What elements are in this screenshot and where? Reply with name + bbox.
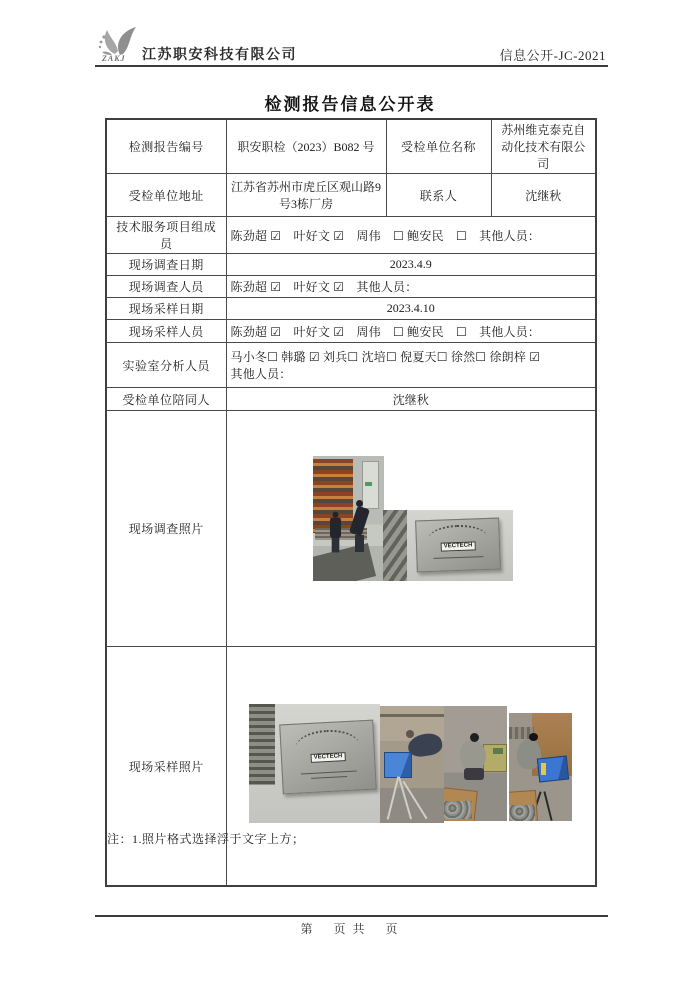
- escort-value: 沈继秋: [226, 388, 596, 411]
- row-survey-staff: [106, 276, 596, 298]
- page-title: 检测报告信息公开表: [264, 95, 436, 114]
- company-logo: [96, 25, 142, 67]
- exit-sign: [365, 482, 372, 486]
- header-divider: [95, 65, 608, 67]
- row-lab-staff: [106, 343, 596, 388]
- survey-photo-plaque: [383, 510, 513, 581]
- blue-sampler-device: [384, 752, 412, 778]
- escort-label: 受检单位陪同人: [106, 388, 226, 411]
- page-number: 第 页 共 页: [300, 922, 400, 936]
- plaque-subtext-line: [433, 556, 482, 559]
- info-table: [105, 118, 597, 887]
- worker-legs: [464, 768, 484, 780]
- stairs-shadow: [383, 510, 407, 581]
- survey-photo-factory: [313, 456, 384, 581]
- worker-figure-left: [329, 512, 340, 553]
- sampling-photo-worker-3: [509, 713, 572, 821]
- team-label: 技术服务项目组成员: [106, 217, 226, 254]
- ceiling-beam: [380, 714, 444, 717]
- row-survey-photos: [106, 411, 596, 647]
- sampling-photos-label: 现场采样照片: [106, 647, 226, 887]
- doc-code: 信息公开-JC-2021: [499, 48, 606, 63]
- row-survey-date: [106, 254, 596, 276]
- row-sampling-photos: [106, 647, 596, 887]
- sampling-date-value: 2023.4.10: [226, 298, 596, 320]
- metal-parts: [444, 801, 472, 819]
- company-plaque: [279, 720, 377, 795]
- survey-staff-label: 现场调查人员: [106, 276, 226, 298]
- worker-head: [406, 730, 414, 738]
- sampling-staff-value: 陈劲超 ☑ 叶好文 ☑ 周伟 ☐ 鲍安民 ☐ 其他人员：: [226, 320, 596, 343]
- plaque-subtext-line2: [310, 776, 347, 779]
- company-name: 江苏职安科技有限公司: [142, 48, 297, 63]
- lab-staff-value: [226, 343, 596, 388]
- survey-staff-value: 陈劲超 ☑ 叶好文 ☑ 其他人员：: [226, 276, 596, 298]
- row-report-no: [106, 119, 596, 174]
- worker-head: [470, 733, 479, 742]
- row-unit-addr: [106, 174, 596, 217]
- footer-divider: [95, 915, 608, 917]
- plaque-brand-label: VECTECH: [310, 752, 345, 763]
- sampling-photo-worker-1: [380, 706, 444, 823]
- survey-date-label: 现场调查日期: [106, 254, 226, 276]
- worker-head: [529, 733, 538, 741]
- plaque-brand-label: VECTECH: [440, 541, 475, 551]
- unit-addr-label: 受检单位地址: [106, 174, 226, 217]
- survey-photos-label: 现场调查照片: [106, 411, 226, 647]
- company-plaque: [415, 518, 501, 573]
- logo-text: ZAKJ: [102, 54, 126, 63]
- crouching-worker-figure: [460, 740, 486, 770]
- row-team: [106, 217, 596, 254]
- bench-machine: [493, 748, 503, 754]
- roller-shutter: [249, 704, 275, 785]
- metal-parts: [509, 805, 535, 821]
- team-value: 陈劲超 ☑ 叶好文 ☑ 周伟 ☐ 鲍安民 ☐ 其他人员：: [226, 217, 596, 254]
- lab-staff-line2: 其他人员：: [230, 367, 292, 381]
- contact-value: 沈继秋: [491, 174, 596, 217]
- lab-staff-label: 实验室分析人员: [106, 343, 226, 388]
- survey-date-value: 2023.4.9: [226, 254, 596, 276]
- report-no-label: 检测报告编号: [106, 119, 226, 174]
- worker-figure-right: [353, 500, 366, 552]
- sampling-photo-worker-2: [444, 706, 507, 821]
- sampling-photos-cell: [226, 647, 596, 887]
- footnote: 注：1.照片格式选择浮于文字上方；: [107, 832, 305, 846]
- unit-name-value: 苏州维克泰克自动化技术有限公司: [491, 119, 596, 174]
- sampling-photo-plaque: [249, 704, 380, 823]
- device-yellow-label: [541, 763, 546, 775]
- plaque-subtext-line: [301, 770, 356, 774]
- lab-staff-line1: 马小冬☐ 韩璐 ☑ 刘兵☐ 沈培☐ 倪夏天☐ 徐然☐ 徐朗梓 ☑: [230, 350, 541, 364]
- report-no-value: 职安职检（2023）B082 号: [226, 119, 386, 174]
- unit-name-label: 受检单位名称: [386, 119, 491, 174]
- contact-label: 联系人: [386, 174, 491, 217]
- sampling-date-label: 现场采样日期: [106, 298, 226, 320]
- row-sampling-staff: [106, 320, 596, 343]
- row-sampling-date: [106, 298, 596, 320]
- unit-addr-value: 江苏省苏州市虎丘区观山路9号3栋厂房: [226, 174, 386, 217]
- survey-photos-cell: [226, 411, 596, 647]
- row-escort: [106, 388, 596, 411]
- sampling-staff-label: 现场采样人员: [106, 320, 226, 343]
